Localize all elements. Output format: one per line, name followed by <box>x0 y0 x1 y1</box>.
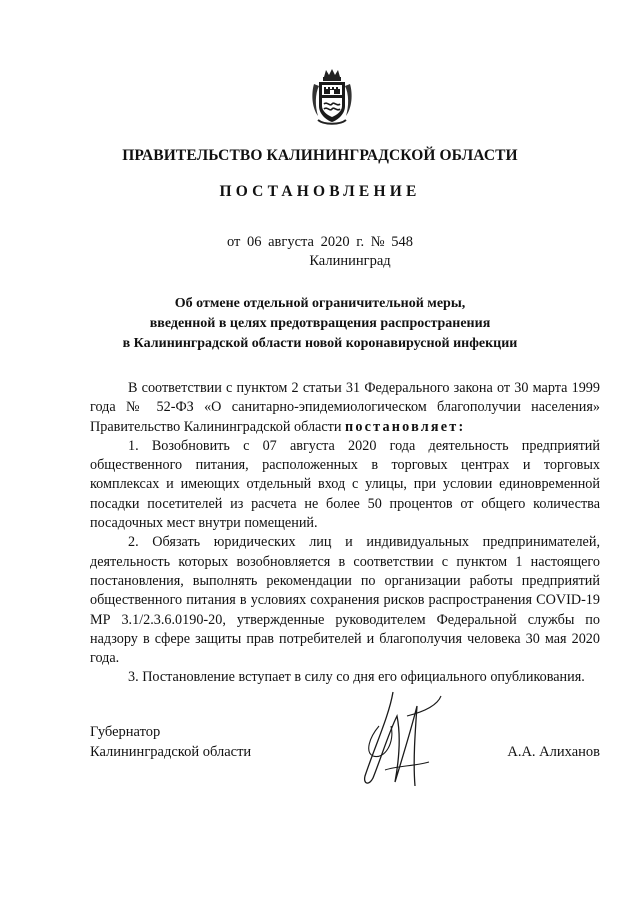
subject-line: в Калининградской области новой коронавирусной инфекции <box>122 336 518 351</box>
preamble-paragraph <box>90 379 600 437</box>
position-title: Губернатор <box>90 724 161 740</box>
preamble-text: В соответствии с пунктом 2 статьи 31 Федерального закона от 30 марта 1999 года № 52-ФЗ «О санитарно-эпидемиологическом благополучии населения» Правительство Калининградской области <box>90 380 600 435</box>
subject-line: Об отмене отдельной ограничительной меры, <box>174 296 466 311</box>
city: Калининград <box>309 253 391 269</box>
signatory-position <box>90 722 251 762</box>
subject-line: введенной в целях предотвращения распространения <box>149 316 491 331</box>
coat-of-arms-icon <box>310 68 354 126</box>
handwritten-signature <box>345 686 455 796</box>
signatory-name: А.А. Алиханов <box>507 744 600 760</box>
government-title: ПРАВИТЕЛЬСТВО КАЛИНИНГРАДСКОЙ ОБЛАСТИ <box>122 147 518 164</box>
document-body <box>90 379 600 688</box>
clause-2: 2. Обязать юридических лиц и индивидуальных предпринимателей, деятельность которых возобновляется в соответствии с пунктом 1 настоящего постановления, выполнять рекомендации по организации работы предприятий общественного питания в условиях сохранения рисков распространения COVID-19 МР 3.1/2.3.6.0190-20, утвержденные руководителем Федеральной службы по надзору в сфере защиты прав потребителей и благополучия человека 30 мая 2020 года. <box>90 534 600 667</box>
document-subject <box>0 294 640 354</box>
clause-3: 3. Постановление вступает в силу со дня его официального опубликования. <box>128 669 585 686</box>
document-type: ПОСТАНОВЛЕНИЕ <box>219 183 421 200</box>
position-region: Калининградской области <box>90 744 252 760</box>
date-and-number: от 06 августа 2020 г. № 548 <box>226 234 414 250</box>
resolution-verb: постановляет: <box>344 418 466 435</box>
clause-1: 1. Возобновить с 07 августа 2020 года деятельность предприятий общественного питания, расположенных в торговых центрах и торговых комплексах и имеющих отдельный вход с улицы, при условии единовременной посадки посетителей из расчета не более 50 процентов от общего количества посадочных мест внутри помещений. <box>90 437 600 532</box>
